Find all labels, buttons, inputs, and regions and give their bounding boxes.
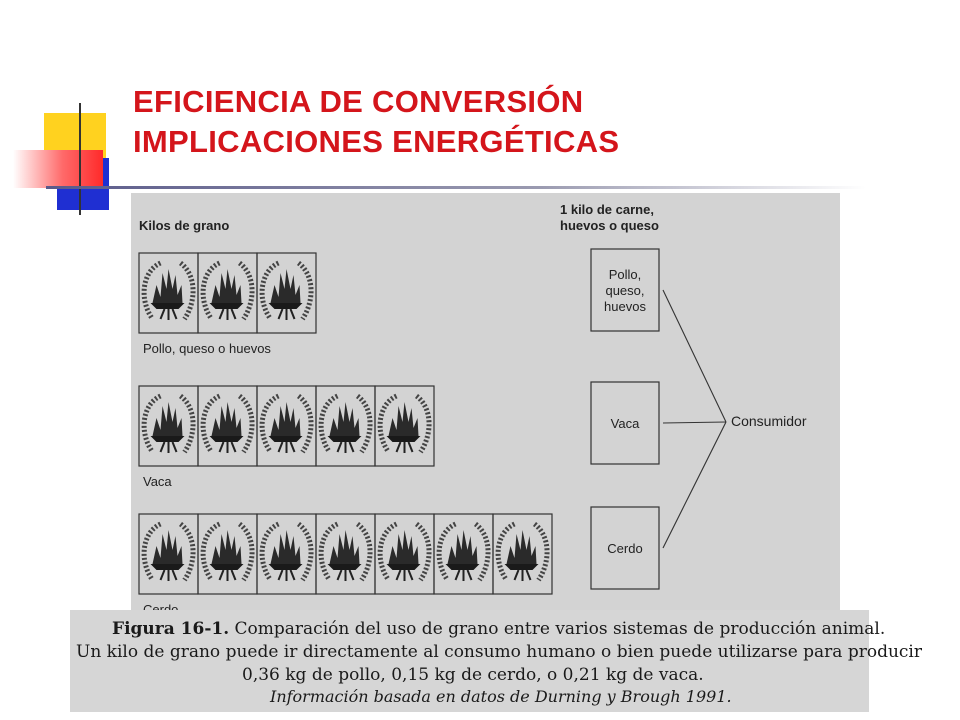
caption-line-1-text: Comparación del uso de grano entre varios sistemas de producción animal. — [229, 619, 886, 639]
wheat-sheaf-icon — [321, 524, 370, 581]
row-label: Pollo, queso o huevos — [143, 341, 271, 356]
caption-line-3: 0,36 kg de pollo, 0,15 kg de cerdo, o 0,21 kg de vaca. — [242, 665, 704, 685]
caption-line-2: Un kilo de grano puede ir directamente al consumo humano o bien puede utilizarse para producir — [76, 642, 922, 662]
title-line-2: IMPLICACIONES ENERGÉTICAS — [133, 124, 620, 159]
wheat-sheaf-icon — [380, 524, 429, 581]
figure-caption — [70, 610, 922, 712]
wheat-sheaf-icon — [262, 524, 311, 581]
wheat-sheaf-icon — [203, 524, 252, 581]
connector-line — [663, 422, 726, 423]
product-box-label: huevos — [604, 299, 646, 314]
wheat-sheaf-icon — [262, 396, 311, 453]
product-box-label: Vaca — [610, 416, 640, 431]
right-heading-line-1: 1 kilo de carne, — [560, 202, 654, 217]
wheat-sheaf-icon — [498, 524, 547, 581]
caption-line-1 — [112, 619, 886, 639]
decor-vertical-line — [79, 103, 81, 215]
figure-scan — [131, 193, 840, 623]
title-line-1: EFICIENCIA DE CONVERSIÓN — [133, 84, 584, 119]
wheat-sheaf-icon — [380, 396, 429, 453]
consumer-label: Consumidor — [731, 413, 807, 429]
grain-conversion-diagram — [131, 193, 840, 623]
left-heading: Kilos de grano — [139, 218, 230, 233]
caption-line-4: Información basada en datos de Durning y Brough 1991. — [270, 687, 732, 706]
wheat-sheaf-icon — [203, 263, 252, 320]
wheat-sheaf-icon — [203, 396, 252, 453]
connector-line — [663, 422, 726, 548]
wheat-sheaf-icon — [144, 524, 193, 581]
wheat-sheaf-icon — [144, 263, 193, 320]
caption-fig-number: Figura 16-1. — [112, 619, 230, 639]
product-box-label: Cerdo — [607, 541, 643, 556]
wheat-sheaf-icon — [321, 396, 370, 453]
connector-line — [663, 290, 726, 422]
right-heading-line-2: huevos o queso — [560, 218, 659, 233]
wheat-sheaf-icon — [144, 396, 193, 453]
product-box-label: Pollo, — [608, 267, 642, 282]
wheat-sheaf-icon — [439, 524, 488, 581]
title-underline — [46, 186, 866, 189]
decor-red-gradient-bar — [13, 150, 103, 188]
slide-title — [133, 82, 619, 162]
wheat-sheaf-icon — [262, 263, 311, 320]
row-label: Vaca — [143, 474, 172, 489]
product-box-label: queso, — [605, 283, 645, 298]
